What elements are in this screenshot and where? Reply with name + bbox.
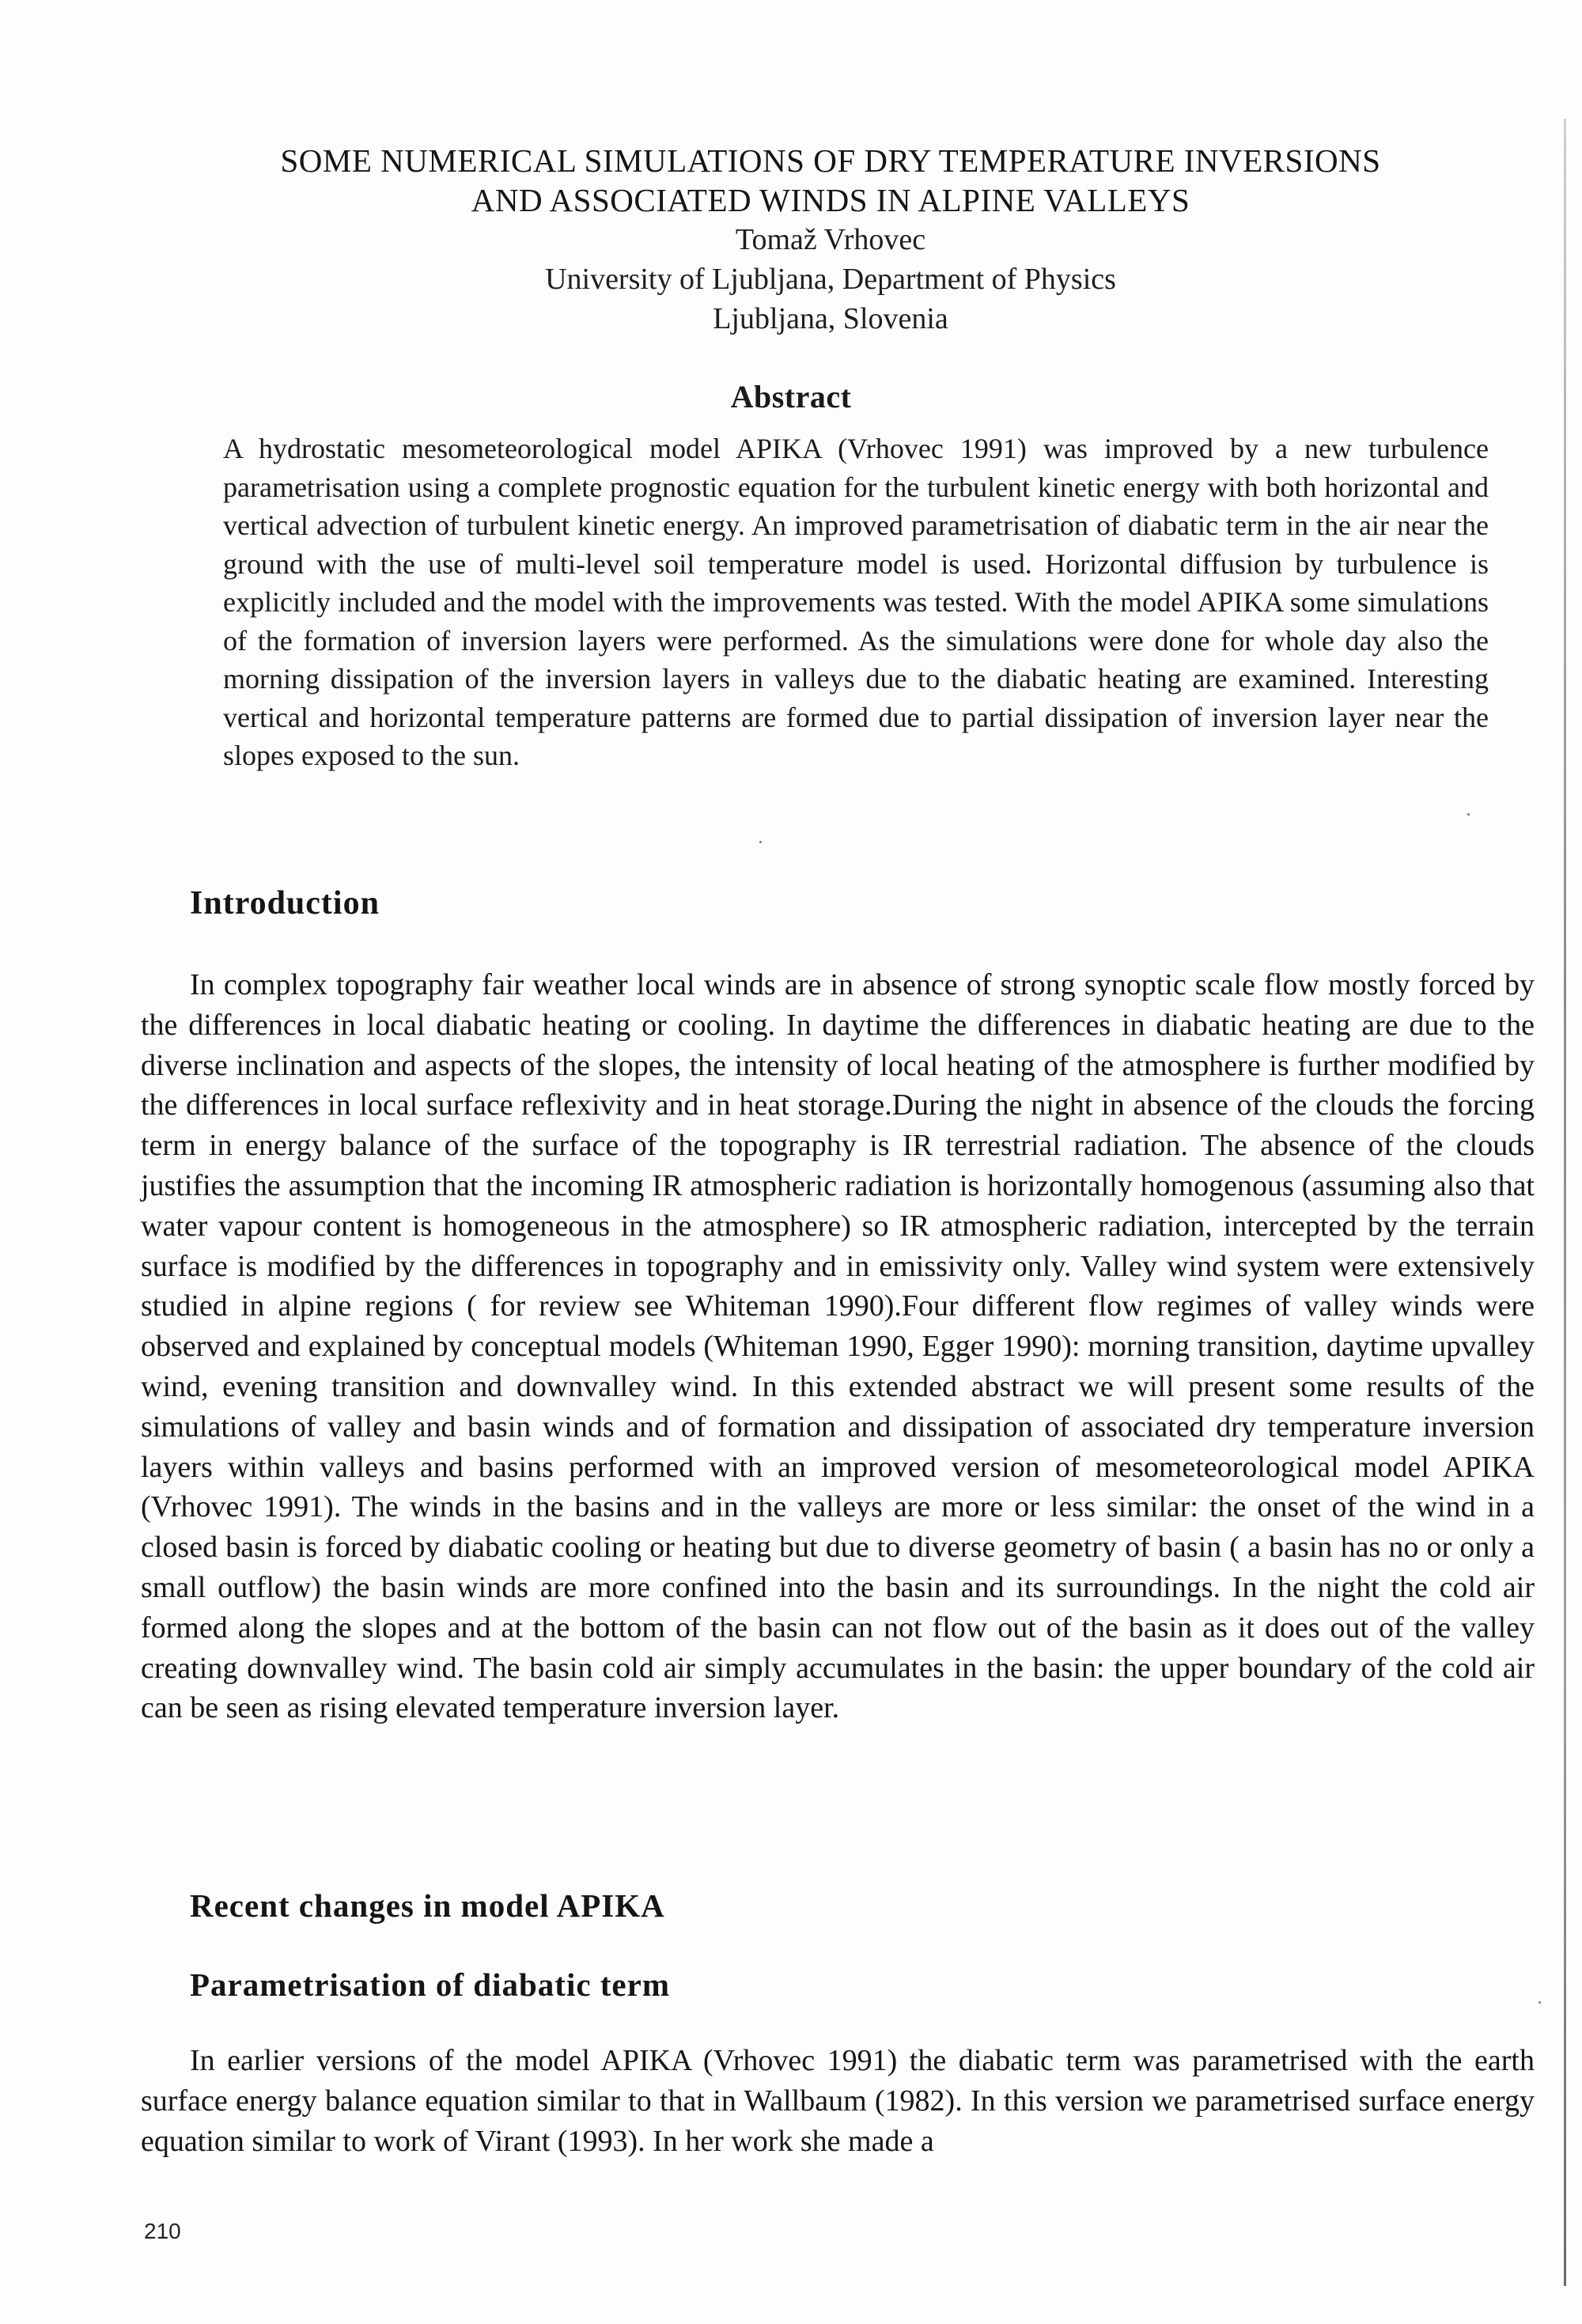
diabatic-text: In earlier versions of the model APIKA (Vrhovec 1991) the diabatic term was parametrised with the earth surface energy balance equation similar to that in Wallbaum (1982). In this version we parametrised surface energy equation similar to work of Virant (1993). In her work she made a	[141, 2044, 1535, 2158]
paper-title-line-1: SOME NUMERICAL SIMULATIONS OF DRY TEMPERATURE INVERSIONS	[280, 142, 1381, 179]
scan-edge-shadow	[1564, 119, 1566, 2286]
recent-changes-heading: Recent changes in model APIKA	[190, 1887, 665, 1924]
author-name: Tomaž Vrhovec	[735, 223, 926, 256]
paper-title-line-2: AND ASSOCIATED WINDS IN ALPINE VALLEYS	[471, 182, 1190, 218]
scan-speck	[1538, 2001, 1541, 2004]
introduction-heading: Introduction	[190, 885, 380, 922]
diabatic-heading: Parametrisation of diabatic term	[190, 1966, 670, 2003]
scan-speck	[1467, 813, 1470, 816]
introduction-paragraph	[141, 965, 1535, 1728]
abstract-heading: Abstract	[730, 379, 852, 414]
page-number: 210	[144, 2219, 181, 2243]
title-block	[127, 141, 1535, 339]
author-affiliation: University of Ljubljana, Department of Physics	[545, 263, 1116, 296]
abstract-text: A hydrostatic mesometeorological model APIKA (Vrhovec 1991) was improved by a new turbulence parametrisation using a complete prognostic equation for the turbulent kinetic energy with both horizontal and vertical advection of turbulent kinetic energy. An improved parametrisation of diabatic term in the air near the ground with the use of multi-level soil temperature model is used. Horizontal diffusion by turbulence is explicitly included and the model with the improvements was tested. With the model APIKA some simulations of the formation of inversion layers were performed. As the simulations were done for whole day also the morning dissipation of the inversion layers in valleys due to the diabatic heating are examined. Interesting vertical and horizontal temperature patterns are formed due to partial dissipation of inversion layer near the slopes exposed to the sun.	[223, 433, 1489, 771]
diabatic-paragraph	[141, 2041, 1535, 2162]
scan-speck	[759, 841, 762, 843]
author-location: Ljubljana, Slovenia	[713, 302, 948, 335]
introduction-text: In complex topography fair weather local winds are in absence of strong synoptic scale flow mostly forced by the differences in local diabatic heating or cooling. In daytime the differences in diabatic heating are due to the diverse inclination and aspects of the slopes, the intensity of local heating of the atmosphere is further modified by the differences in local surface reflexivity and in heat storage.During the night in absence of the clouds the forcing term in energy balance of the surface of the topography is IR terrestrial radiation. The absence of the clouds justifies the assumption that the incoming IR atmospheric radiation is horizontally homogenous (assuming also that water vapour content is homogeneous in the atmosphere) so IR atmospheric radiation, intercepted by the terrain surface is modified by the differences in topography and in emissivity only. Valley wind system were extensively studied in alpine regions ( for review see Whiteman 1990).Four different flow regimes of valley winds were observed and explained by conceptual models (Whiteman 1990, Egger 1990): morning transition, daytime upvalley wind, evening transition and downvalley wind. In this extended abstract we will present some results of the simulations of valley and basin winds and of formation and dissipation of associated dry temperature inversion layers within valleys and basins performed with an improved version of mesometeorological model APIKA (Vrhovec 1991). The winds in the basins and in the valleys are more or less similar: the onset of the wind in a closed basin is forced by diabatic cooling or heating but due to diverse geometry of basin ( a basin has no or only a small outflow) the basin winds are more confined into the basin and its surroundings. In the night the cold air formed along the slopes and at the bottom of the basin can not flow out of the basin as it does out of the valley creating downvalley wind. The basin cold air simply accumulates in the basin: the upper boundary of the cold air can be seen as rising elevated temperature inversion layer.	[141, 968, 1535, 1725]
